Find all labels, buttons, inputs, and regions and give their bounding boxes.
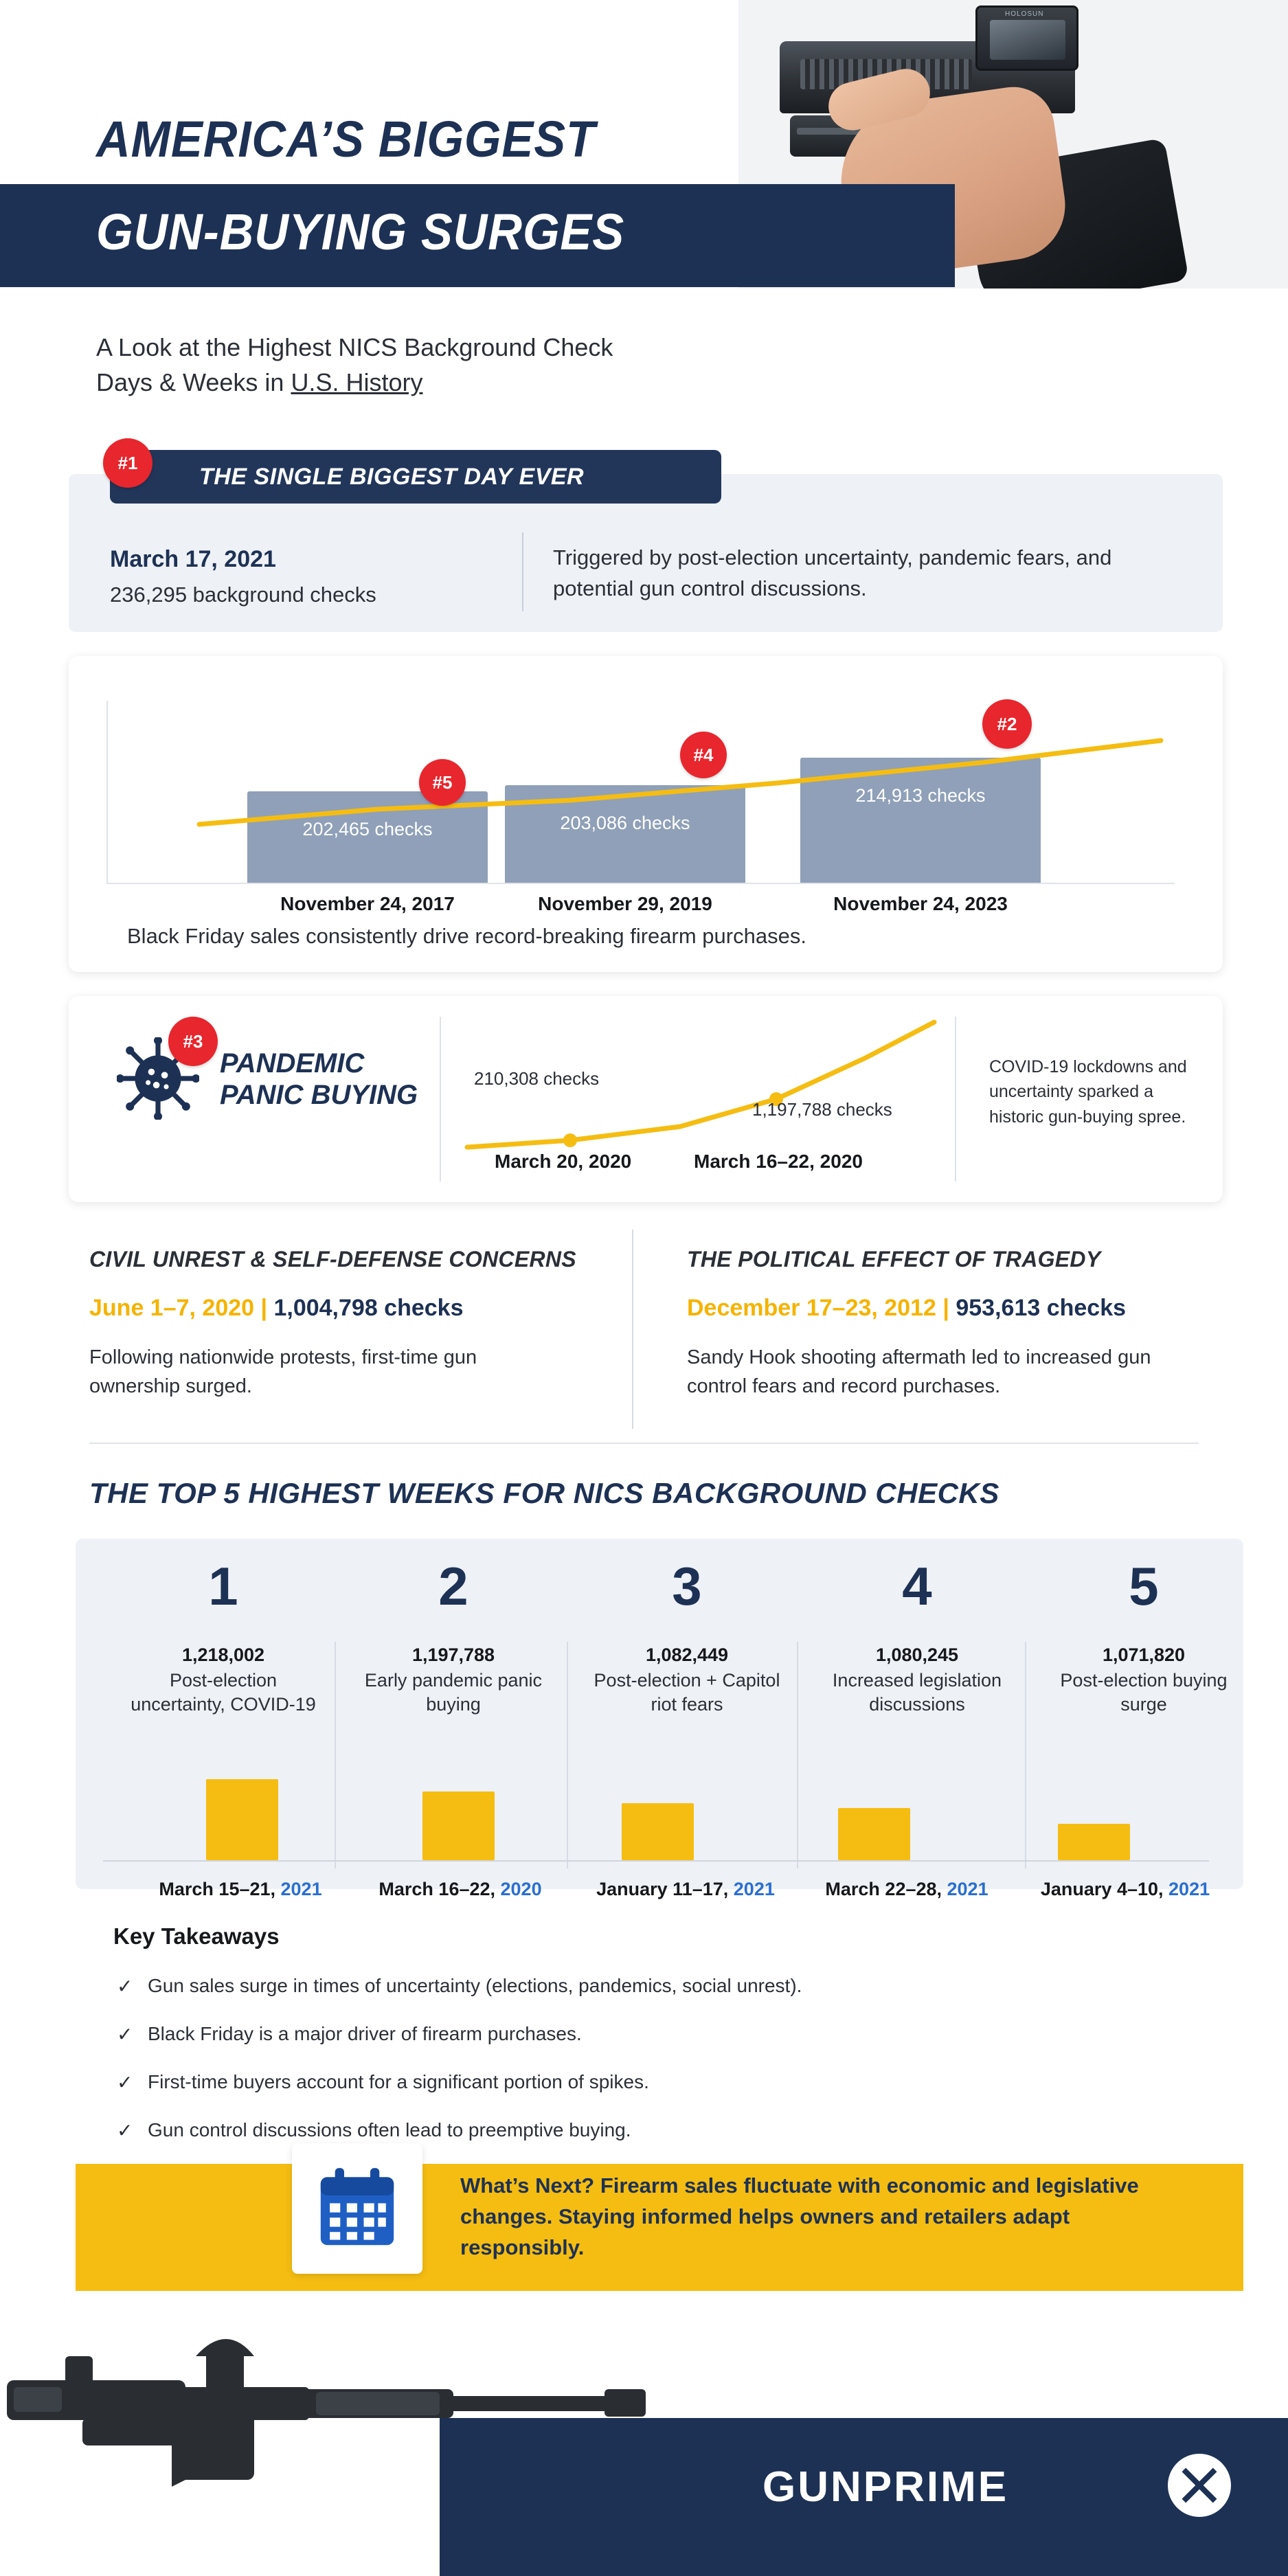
- biggest-day-date: March 17, 2021: [110, 546, 276, 572]
- top5-date-2-text: March 16–22,: [379, 1879, 501, 1899]
- top5-date-3: [576, 1879, 795, 1900]
- column-1-stat-date: June 1–7, 2020: [89, 1295, 255, 1321]
- page-title-line2: GUN-BUYING SURGES: [96, 203, 625, 260]
- two-column-divider: [632, 1230, 633, 1429]
- black-friday-bar-2: [505, 785, 745, 883]
- black-friday-caption: Black Friday sales consistently drive record-breaking firearm purchases.: [127, 924, 806, 948]
- column-2-stat-value: 953,613 checks: [956, 1295, 1127, 1321]
- column-2-heading: THE POLITICAL EFFECT OF TRAGEDY: [687, 1247, 1101, 1272]
- black-friday-bar-2-value: 203,086 checks: [560, 813, 690, 833]
- black-friday-bar-1-value: 202,465 checks: [302, 819, 433, 839]
- top5-date-4-text: March 22–28,: [825, 1879, 947, 1899]
- top5-item-4-rank: 4: [902, 1556, 932, 1616]
- top5-item-2: [350, 1556, 556, 1717]
- page-subtitle: [96, 330, 797, 400]
- top5-date-5: [1015, 1879, 1235, 1900]
- top5-item-1-rank: 1: [208, 1556, 238, 1616]
- black-friday-bar-3: [800, 758, 1041, 883]
- key-takeaways-title: Key Takeaways: [113, 1923, 280, 1949]
- check-icon-1: ✓: [117, 1976, 133, 1997]
- top5-separator-1: [335, 1642, 336, 1868]
- top5-date-3-text: January 11–17,: [596, 1879, 734, 1899]
- column-1-stat-value: 1,004,798 checks: [273, 1295, 464, 1321]
- top5-item-5-desc: Post-election buying surge: [1060, 1670, 1228, 1715]
- pandemic-title: [220, 1048, 418, 1111]
- black-friday-label-2: November 29, 2019: [538, 893, 712, 914]
- check-icon-2: ✓: [117, 2024, 133, 2045]
- top5-bar-1: [206, 1779, 278, 1860]
- biggest-day-heading-pill: [110, 450, 721, 504]
- key-takeaway-1: Gun sales surge in times of uncertainty (elections, pandemics, social unrest).: [148, 1975, 802, 1996]
- top5-baseline: [103, 1860, 1209, 1862]
- pandemic-divider-right: [955, 1017, 956, 1182]
- pandemic-divider-left: [440, 1017, 441, 1182]
- top5-separator-4: [1025, 1642, 1026, 1868]
- black-friday-x-axis: [106, 883, 1175, 884]
- top5-item-3-number: 1,082,449: [645, 1645, 729, 1665]
- pandemic-point1-label: March 20, 2020: [495, 1151, 632, 1172]
- biggest-day-divider: [522, 532, 523, 611]
- top5-item-1: [120, 1556, 326, 1717]
- section-divider: [89, 1443, 1199, 1444]
- whats-next-text: What’s Next? Firearm sales fluctuate with economic and legislative changes. Staying informed helps owners and retailers adapt responsibly.: [460, 2173, 1139, 2259]
- brand-mark-icon: [1168, 2454, 1231, 2517]
- top5-item-4-number: 1,080,245: [875, 1645, 959, 1665]
- check-icon-4: ✓: [117, 2120, 133, 2141]
- key-takeaway-3: First-time buyers account for a significant portion of spikes.: [148, 2071, 649, 2092]
- top5-item-3: [584, 1556, 790, 1717]
- top5-date-5-year: 2021: [1168, 1879, 1210, 1899]
- top5-item-5-rank: 5: [1129, 1556, 1159, 1616]
- top5-date-5-text: January 4–10,: [1040, 1879, 1169, 1899]
- top5-bar-2: [422, 1792, 495, 1860]
- black-friday-label-1: November 24, 2017: [280, 893, 455, 914]
- column-1-stat: [89, 1295, 464, 1322]
- red-dot-optic-icon: [975, 5, 1078, 71]
- key-takeaway-4: Gun control discussions often lead to preemptive buying.: [148, 2119, 631, 2140]
- top5-date-3-year: 2021: [733, 1879, 775, 1899]
- top5-separator-2: [567, 1642, 568, 1868]
- top5-item-2-desc: Early pandemic panic buying: [364, 1670, 543, 1715]
- top5-bar-3: [622, 1803, 694, 1860]
- top5-bar-5: [1058, 1824, 1130, 1860]
- column-2-stat-date: December 17–23, 2012: [687, 1295, 936, 1321]
- optic-brand-text: HOLOSUN: [1005, 10, 1044, 18]
- top5-item-3-desc: Post-election + Capitol riot fears: [594, 1670, 780, 1715]
- top5-separator-3: [797, 1642, 798, 1868]
- rank-badge-5: #5: [419, 759, 466, 806]
- black-friday-label-3: November 24, 2023: [833, 893, 1008, 914]
- rank-badge-4: #4: [680, 732, 727, 778]
- rank-badge-2: #2: [982, 699, 1032, 749]
- subtitle-line2-prefix: Days & Weeks in: [96, 368, 291, 397]
- key-takeaway-2: Black Friday is a major driver of firearm purchases.: [148, 2023, 582, 2044]
- top5-bar-4: [838, 1808, 910, 1860]
- black-friday-bar-1: [247, 791, 488, 883]
- black-friday-bar-3-value: 214,913 checks: [855, 785, 986, 806]
- pandemic-point1-value: 210,308 checks: [474, 1068, 600, 1089]
- top5-date-4-year: 2021: [947, 1879, 988, 1899]
- top5-item-5-number: 1,071,820: [1102, 1645, 1186, 1665]
- top5-title: THE TOP 5 HIGHEST WEEKS FOR NICS BACKGROUND CHECKS: [89, 1477, 999, 1509]
- top5-date-2: [350, 1879, 570, 1900]
- subtitle-line2-underlined: U.S. History: [291, 368, 423, 397]
- brand-wordmark: GUNPRIME: [762, 2463, 1009, 2511]
- column-2-body: Sandy Hook shooting aftermath led to increased gun control fears and record purchases.: [687, 1346, 1151, 1398]
- biggest-day-heading: THE SINGLE BIGGEST DAY EVER: [199, 463, 585, 490]
- top5-item-1-number: 1,218,002: [181, 1645, 265, 1665]
- calendar-icon: [292, 2143, 422, 2274]
- rank-badge-3: #3: [168, 1017, 218, 1066]
- top5-date-1-year: 2021: [280, 1879, 322, 1899]
- rifle-icon: [0, 2315, 879, 2576]
- rank-badge-1: #1: [103, 438, 152, 488]
- biggest-day-checks: 236,295 background checks: [110, 583, 376, 607]
- top5-item-5: [1041, 1556, 1247, 1717]
- optic-glass: [990, 20, 1065, 60]
- top5-item-1-desc: Post-election uncertainty, COVID-19: [131, 1670, 316, 1715]
- column-1-body: Following nationwide protests, first-time gun ownership surged.: [89, 1346, 477, 1398]
- column-1-stat-sep: |: [254, 1295, 274, 1321]
- top5-item-2-rank: 2: [438, 1556, 468, 1616]
- pandemic-title-line2: PANIC BUYING: [220, 1080, 418, 1110]
- pandemic-point2-label: March 16–22, 2020: [694, 1151, 863, 1172]
- top5-date-4: [797, 1879, 1017, 1900]
- top5-date-1: [131, 1879, 350, 1900]
- pandemic-note: COVID-19 lockdowns and uncertainty sparked a historic gun-buying spree.: [989, 1057, 1187, 1127]
- top5-item-2-number: 1,197,788: [411, 1645, 495, 1665]
- biggest-day-note: Triggered by post-election uncertainty, pandemic fears, and potential gun control discussions.: [553, 545, 1112, 600]
- pandemic-title-line1: PANDEMIC: [220, 1048, 365, 1078]
- page-title-line1: AMERICA’S BIGGEST: [96, 111, 596, 168]
- check-icon-3: ✓: [117, 2072, 133, 2093]
- top5-date-2-year: 2020: [500, 1879, 542, 1899]
- subtitle-line1: A Look at the Highest NICS Background Check: [96, 333, 613, 361]
- top5-item-3-rank: 3: [672, 1556, 702, 1616]
- top5-date-1-text: March 15–21,: [159, 1879, 281, 1899]
- pandemic-point2-value: 1,197,788 checks: [752, 1099, 892, 1120]
- column-2-stat: [687, 1295, 1126, 1322]
- calendar-card: [292, 2143, 422, 2274]
- column-2-stat-sep: |: [936, 1295, 956, 1321]
- black-friday-y-axis: [106, 701, 108, 883]
- top5-item-4: [814, 1556, 1020, 1717]
- column-1-heading: CIVIL UNREST & SELF-DEFENSE CONCERNS: [89, 1247, 576, 1272]
- top5-item-4-desc: Increased legislation discussions: [832, 1670, 1002, 1715]
- header: [0, 0, 1288, 323]
